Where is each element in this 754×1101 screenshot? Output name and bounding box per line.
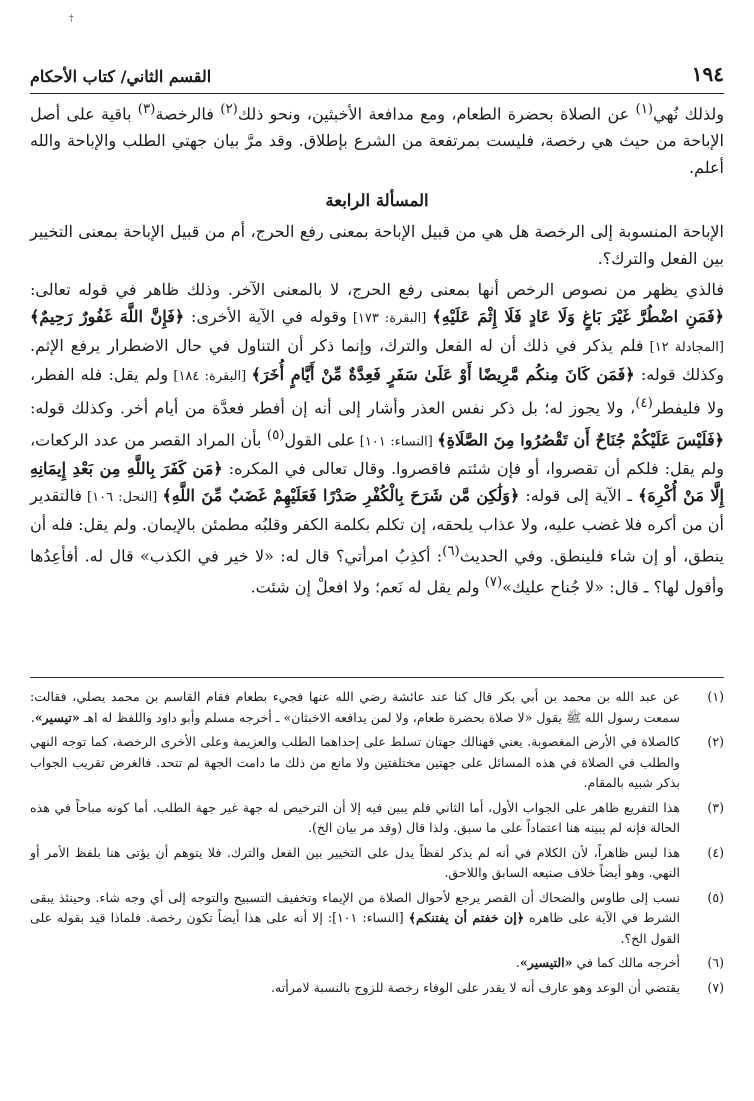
text-run: فالتقدير أن من أكره فلا غضب عليه، ولا عذاب يلحقه، إن تكلم بكلمة الكفر وقلبُه مطمئن بالإيمان. ولم يقل: فله أن ينطق، أو إن شاء فلينطق. وفي الحديث [30,485,725,566]
section-heading: المسألة الرابعة [325,191,429,211]
footnote-text [30,843,680,884]
footnote-text [30,953,680,974]
text-run: بأن المراد القصر من عدد الركعات، ولم يقل: فلكم أن تقصروا، أو فإن شئتم فاقصروا. وقال تعالى في المكره: [30,429,725,478]
text-run: ، ولا يجوز له؛ بل ذكر نفس العذر وأشار إلى أنه إن أفطر فعدَّة من أيام أخر. وكذلك قوله: [30,398,636,418]
text-run: . [30,709,35,725]
text-run: كالصلاة في الأرض المغصوبة. يعني فهنالك جهتان تسلط على إحداهما الطلب والعزيمة وعلى الأخرى الرخصة، كما توجه النهي والطلب في الصلاة في هذه المسائل على جهتين مختلفتين ولا مانع من ذلك ما دامت الجهة لم تتحد. فالغرض تقريب الجواب بذكر شبيه بالمقام. [30,734,680,790]
footnote-number: (٢) [707,734,724,749]
text-run: على القول [284,429,356,449]
corner-mark: † [69,14,74,24]
quran-verse: ﴿مَن كَفَرَ بِاللَّهِ مِن بَعْدِ إِيمَانِهِ إِلَّا مَنْ أُكْرِهَ﴾ [30,458,725,505]
text-run: ـ الآية إلى قوله: [519,485,639,505]
footnote-7 [30,978,724,999]
source-name: «تيسير» [34,709,80,725]
text-run: عن عبد الله بن محمد بن أبي بكر قال كنا عند عائشة رضي الله عنها فجيء بطعام فقام القاسم بن محمد يصلي، فقالت: سمعت رسول الله ﷺ يقول «لا صلاة بحضرة طعام، ولا لمن يدافعه الاخبثان» ـ أخرجه مسلم وأبو داود واللفظ له اهـ [30,689,680,725]
text-run: عن الصلاة بحضرة الطعام، ومع مدافعة الأخبثين، ونحو ذلك [237,104,636,124]
text-run: : أكذِبُ امرأتي؟ قال له: «لا خير في الكذب» قال له. أفأعِدُها وأقول لها؟ ـ قال: «لا جُناح عليك» [30,546,724,597]
quran-verse: ﴿فَمَن كَانَ مِنكُم مَّرِيضًا أَوْ عَلَىٰ سَفَرٍ فَعِدَّةٌ مِّنْ أَيَّامٍ أُخَرَ﴾ [251,365,635,385]
text-run: فالذي يظهر من نصوص الرخص أنها بمعنى رفع الحرج، لا بالمعنى الآخر. وذلك ظاهر في قوله تعالى: [30,280,724,300]
footnote-ref[interactable]: (١) [635,102,654,117]
quran-verse: ﴿فَإِنَّ اللَّهَ غَفُورٌ رَحِيمٌ﴾ [30,307,185,327]
text-run: ولذلك نُهي [653,104,724,124]
footnotes [30,687,724,1002]
footnote-ref[interactable]: (٧) [484,575,503,591]
footnote-number: (٣) [707,799,724,815]
footnote-ref[interactable]: (٥) [266,427,285,443]
quran-verse: ﴿فَلَيْسَ عَلَيْكُمْ جُنَاحٌ أَن تَقْصُرُوا مِنَ الصَّلَاةِ﴾ [437,429,724,449]
running-header [30,62,724,90]
verse-citation: [النساء: ١٠١] [355,433,438,449]
footnote-number: (٤) [707,844,724,860]
text-run: ولم يقل: فله الفطر، ولا فليفطر [30,365,724,418]
header-rule [30,93,724,94]
paragraph-3 [30,276,724,600]
footnote-1 [30,687,724,728]
text-run: فلم يذكر في ذلك أن له الفعل والترك، وإنما ذكر أن التناول في حال الاضطرار يرفع الإثم. وكذلك قوله: [30,336,724,385]
footnote-text [30,888,680,950]
verse-citation: [البقرة: ١٨٤] [168,369,252,385]
footnote-number: (٧) [707,979,724,995]
source-name: «التيسير» [519,955,573,970]
verse-citation: [البقرة: ١٧٣] [346,311,433,327]
running-title: القسم الثاني/ كتاب الأحكام [30,67,212,86]
footnote-ref[interactable]: (٦) [442,543,460,559]
footnote-4 [30,843,724,884]
footnote-ref[interactable]: (٤) [635,396,653,412]
paragraph-2: الإباحة المنسوبة إلى الرخصة هل هي من قبيل الإباحة بمعنى رفع الحرج، أم من قبيل الإباحة بمعنى التخيير بين الفعل والترك؟. [30,222,724,269]
main-text [30,96,724,601]
text-run: هذا التفريع ظاهر على الجواب الأول، أما الثاني فلم يبين فيه إلا أن الترخيص له جهة غير جهة الطلب. أما كونه مباحاً في هذه الحالة فإنه لم يبينه هنا اعتماداً على ما سبق. ولذا قال (وقد مر بيان الخ). [30,799,680,835]
paragraph-1 [30,96,724,181]
verse-citation: [المجادلة ١٢] [643,340,724,356]
quran-verse: ﴿إن خفتم أن يفتنكم﴾ [408,910,525,925]
text-run: . [515,955,520,970]
text-run: يقتضي أن الوعد وهو عارف أنه لا يقدر على الوفاء رخصة للزوج بالنسبة لامرأته. [271,979,680,995]
text-run: باقية على أصل الإباحة من حيث هي رخصة، فليست بمرتفعة من الشرع بإطلاق. وقد مرَّ بيان جهتي الطلب والإباحة والله أعلم. [30,104,724,178]
text-run: وقوله في الآية الأخرى: [184,307,347,327]
footnote-number: (٥) [707,889,724,905]
verse-citation: [النحل: ١٠٦] [82,489,163,505]
footnote-3 [30,798,724,839]
footnote-6 [30,953,724,974]
text-run: أخرجه مالك كما في [572,955,680,970]
footnote-5 [30,888,724,950]
footnote-2 [30,732,724,794]
footnote-separator [30,677,724,678]
footnote-number: (٦) [707,955,724,970]
text-run: ولم يقل له نَعم؛ ولا افعلْ إن شئت. [250,577,485,597]
quran-verse: ﴿وَلَٰكِن مَّن شَرَحَ بِالْكُفْرِ صَدْرًا فَعَلَيْهِمْ غَضَبٌ مِّنَ اللَّهِ﴾ [162,485,520,505]
text-run: فالرخصة [155,104,221,124]
footnote-number: (١) [707,689,724,704]
text-run: هذا ليس ظاهراً، لأن الكلام في أنه لم يذكر لفظاً يدل على التخيير بين الفعل والترك. فلا يتوهم أن يؤتى هنا بلفظ الأمر أو النهي. وهو أيضاً خلاف صنيعه السابق واللاحق. [30,844,680,880]
footnote-ref[interactable]: (٣) [137,102,156,117]
quran-verse: ﴿فَمَنِ اضْطُرَّ غَيْرَ بَاغٍ وَلَا عَادٍ فَلَا إِثْمَ عَلَيْهِ﴾ [432,307,724,327]
footnote-text [30,732,680,794]
footnote-text [30,978,680,999]
footnote-text [30,798,680,839]
footnote-text [30,687,680,728]
text-run: نسب إلى طاوس والضحاك أن القصر يرجع لأحوال الصلاة من الإيماء وتخفيف التسبيح والتوجه إلى أي وجه شاء. وحينئذ يبقى الشرط في الآية على ظاهره [30,889,681,925]
text-run: [النساء: ١٠١]: إلا أنه على هذا أيضاً تكون رخصة. فلماذا قيد بقوله على القول الخ؟. [30,910,680,946]
footnote-ref[interactable]: (٢) [220,102,238,117]
page-number: ١٩٤ [691,62,724,86]
